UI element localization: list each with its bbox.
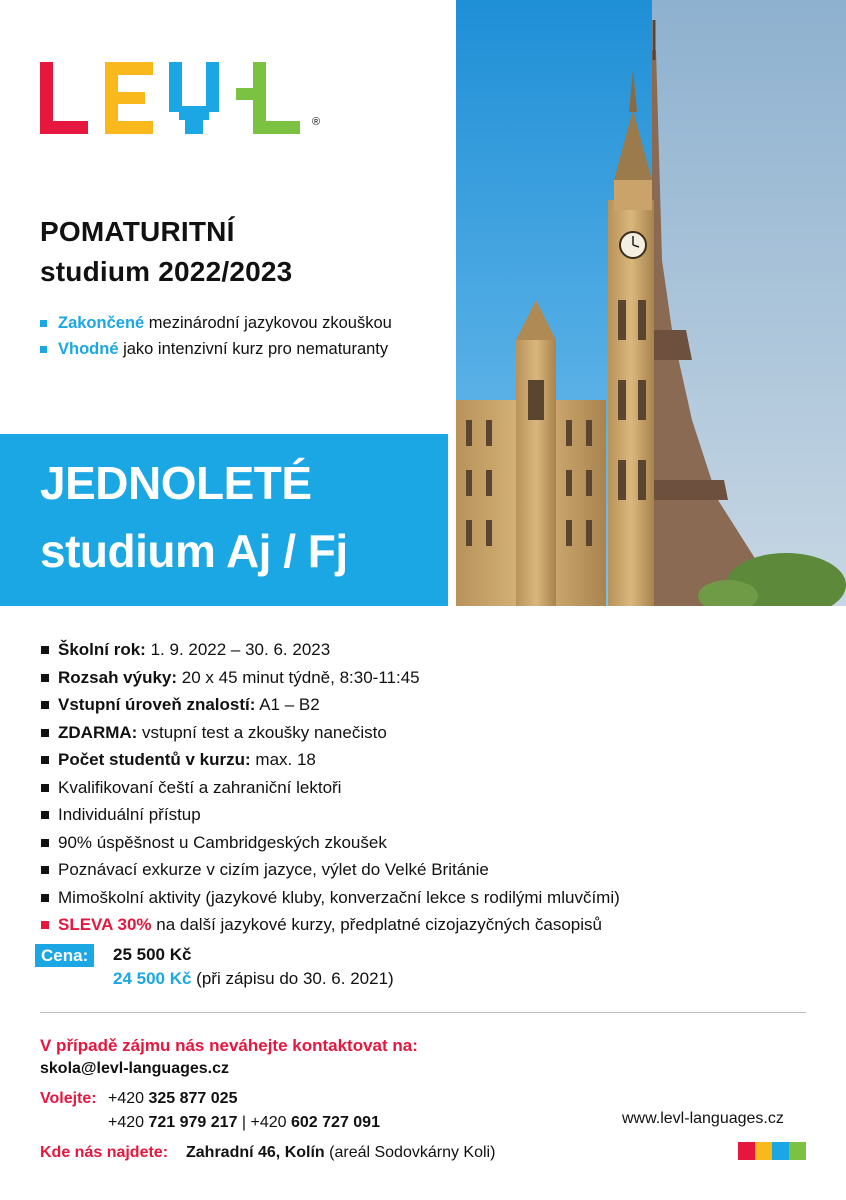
bullet-highlight: Vhodné xyxy=(58,340,119,358)
bullet-highlight: Zakončené xyxy=(58,314,145,332)
bullet-text: mezinárodní jazykovou zkouškou xyxy=(144,314,392,332)
discount-item xyxy=(40,911,820,939)
detail-item xyxy=(40,636,820,664)
detail-label: Školní rok: xyxy=(58,640,146,659)
detail-item xyxy=(40,884,820,912)
detail-value: max. 18 xyxy=(250,750,316,769)
phone-number-link[interactable]: 721 979 217 xyxy=(148,1114,238,1131)
bullet-square-icon xyxy=(41,674,49,682)
phone-number-link[interactable]: 602 727 091 xyxy=(291,1114,380,1131)
discount-label: SLEVA 30% xyxy=(58,915,152,934)
bullet-square-icon xyxy=(41,646,49,654)
address xyxy=(186,1144,495,1162)
banner-line-2: studium Aj / Fj xyxy=(40,525,348,577)
bullet-square-icon xyxy=(41,756,49,764)
detail-label: Rozsah výuky: xyxy=(58,667,178,687)
course-details-list xyxy=(40,636,820,939)
detail-value: Poznávací exkurze v cizím jazyce, výlet do Velké Británie xyxy=(58,860,489,879)
big-ben-eiffel-illustration xyxy=(456,0,846,606)
bullet-square-icon xyxy=(41,866,49,874)
top-bullet-item xyxy=(40,338,420,360)
bullet-square-icon xyxy=(40,346,47,353)
bullet-square-icon xyxy=(40,320,47,327)
color-block-blue xyxy=(772,1142,789,1160)
detail-value: A1 – B2 xyxy=(255,695,320,714)
phone-line-1 xyxy=(108,1090,237,1108)
detail-item xyxy=(40,801,820,829)
detail-item xyxy=(40,774,820,802)
brand-color-bar xyxy=(738,1142,806,1160)
detail-label: Počet studentů v kurzu: xyxy=(58,750,251,769)
address-label: Kde nás najdete: xyxy=(40,1144,169,1161)
bullet-square-icon xyxy=(41,701,49,709)
title-line-2: studium 2022/2023 xyxy=(40,256,293,287)
color-block-red xyxy=(738,1142,755,1160)
levl-logo-mark xyxy=(40,58,302,138)
course-banner xyxy=(0,434,448,606)
phone-prefix: +420 xyxy=(108,1090,149,1107)
top-bullet-list xyxy=(40,312,420,364)
bullet-square-icon xyxy=(41,894,49,902)
registered-mark: ® xyxy=(312,116,321,128)
detail-value: vstupní test a zkoušky nanečisto xyxy=(137,722,387,742)
detail-item xyxy=(40,719,820,747)
price-regular: 25 500 Kč xyxy=(113,945,192,964)
detail-item xyxy=(40,829,820,857)
phone-line-2 xyxy=(108,1114,380,1132)
phone-separator: | +420 xyxy=(237,1114,291,1131)
detail-value: Individuální přístup xyxy=(58,805,201,824)
phone-label: Volejte: xyxy=(40,1090,97,1107)
bullet-square-icon xyxy=(41,921,49,929)
bullet-square-icon xyxy=(41,811,49,819)
discount-value: na další jazykové kurzy, předplatné cizojazyčných časopisů xyxy=(151,915,602,934)
detail-value: Mimoškolní aktivity (jazykové kluby, konverzační lekce s rodilými mluvčími) xyxy=(58,887,620,907)
color-block-green xyxy=(789,1142,806,1160)
bullet-text: jako intenzivní kurz pro nematuranty xyxy=(118,340,389,358)
page-title xyxy=(40,212,292,292)
address-note: (areál Sodovkárny Koli) xyxy=(324,1144,496,1161)
phone-prefix: +420 xyxy=(108,1114,149,1131)
detail-value: 90% úspěšnost u Cambridgeských zkoušek xyxy=(58,832,387,852)
website-link[interactable]: www.levl-languages.cz xyxy=(622,1110,784,1127)
detail-value: 20 x 45 minut týdně, 8:30-11:45 xyxy=(177,667,420,687)
contact-email-link[interactable]: skola@levl-languages.cz xyxy=(40,1060,230,1077)
detail-label: Vstupní úroveň znalostí: xyxy=(58,695,256,714)
detail-value: 1. 9. 2022 – 30. 6. 2023 xyxy=(145,640,331,659)
banner-line-1: JEDNOLETÉ xyxy=(40,457,312,509)
detail-label: ZDARMA: xyxy=(58,722,138,742)
detail-item xyxy=(40,664,820,692)
bullet-square-icon xyxy=(41,839,49,847)
top-bullet-item xyxy=(40,312,420,334)
price-early xyxy=(113,968,394,990)
landmarks-photo xyxy=(456,0,846,606)
color-block-yellow xyxy=(755,1142,772,1160)
price-early-value: 24 500 Kč xyxy=(113,969,192,988)
price-tag: Cena: xyxy=(35,944,94,967)
detail-item xyxy=(40,856,820,884)
detail-value: Kvalifikovaní čeští a zahraniční lektoři xyxy=(58,777,342,797)
levl-logo xyxy=(40,58,321,138)
phone-number-link[interactable]: 325 877 025 xyxy=(148,1090,238,1107)
title-line-1: POMATURITNÍ xyxy=(40,216,235,247)
detail-item xyxy=(40,691,820,719)
detail-item xyxy=(40,746,820,774)
address-street: Zahradní 46, Kolín xyxy=(186,1144,325,1161)
bullet-square-icon xyxy=(41,729,49,737)
divider xyxy=(40,1012,806,1013)
contact-heading: V případě zájmu nás neváhejte kontaktovat na: xyxy=(40,1036,418,1055)
price-early-note: (při zápisu do 30. 6. 2021) xyxy=(191,969,394,988)
bullet-square-icon xyxy=(41,784,49,792)
